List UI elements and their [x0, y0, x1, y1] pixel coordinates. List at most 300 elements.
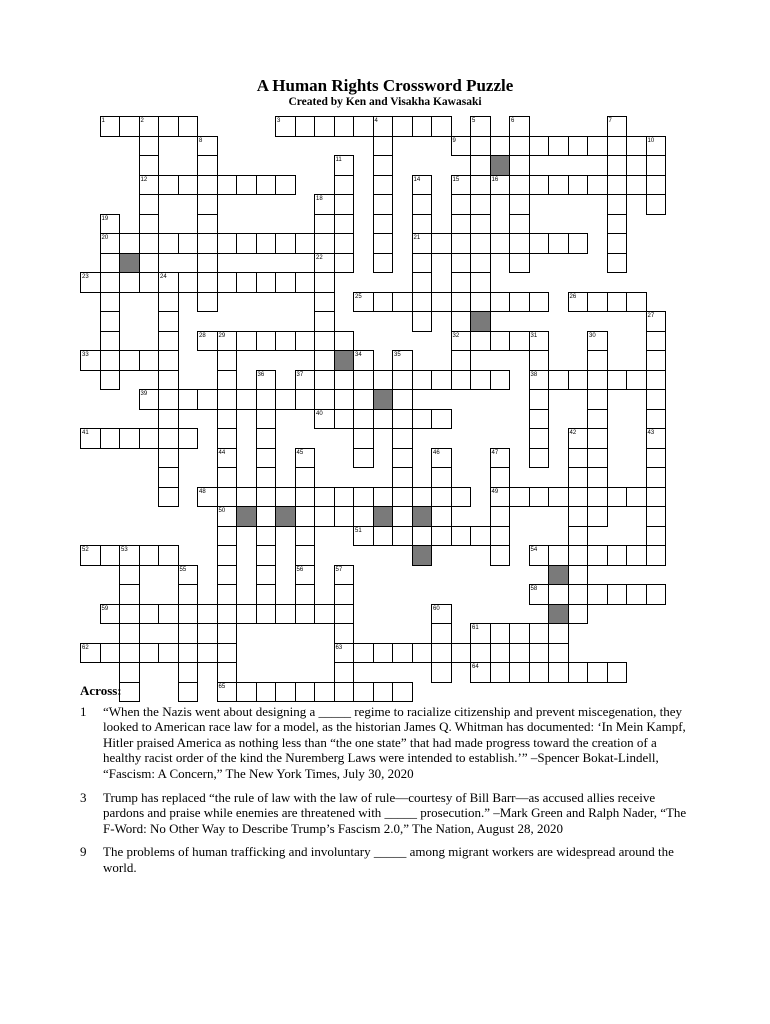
grid-cell[interactable] — [158, 389, 179, 410]
grid-cell[interactable] — [568, 370, 589, 391]
grid-cell[interactable] — [217, 623, 238, 644]
grid-cell[interactable] — [607, 662, 628, 683]
grid-cell[interactable] — [314, 331, 335, 352]
grid-cell[interactable] — [431, 370, 452, 391]
grid-cell[interactable] — [119, 623, 140, 644]
grid-cell[interactable] — [275, 175, 296, 196]
grid-cell[interactable] — [509, 175, 530, 196]
grid-cell[interactable] — [490, 545, 511, 566]
grid-cell[interactable] — [587, 584, 608, 605]
grid-cell[interactable] — [490, 292, 511, 313]
grid-cell[interactable] — [197, 175, 218, 196]
grid-cell[interactable] — [548, 623, 569, 644]
grid-cell[interactable] — [256, 175, 277, 196]
grid-cell[interactable] — [509, 292, 530, 313]
grid-cell[interactable] — [470, 331, 491, 352]
grid-cell[interactable] — [373, 194, 394, 215]
grid-cell[interactable] — [451, 311, 472, 332]
grid-cell[interactable] — [334, 370, 355, 391]
grid-cell[interactable] — [587, 370, 608, 391]
grid-cell[interactable] — [256, 467, 277, 488]
grid-cell[interactable] — [568, 448, 589, 469]
grid-cell[interactable] — [119, 662, 140, 683]
grid-cell[interactable] — [490, 233, 511, 254]
grid-cell[interactable] — [587, 428, 608, 449]
grid-cell[interactable] — [256, 389, 277, 410]
grid-cell[interactable] — [509, 136, 530, 157]
grid-cell[interactable] — [158, 643, 179, 664]
grid-cell[interactable] — [587, 292, 608, 313]
grid-cell[interactable] — [373, 155, 394, 176]
grid-cell[interactable] — [158, 233, 179, 254]
grid-cell[interactable] — [353, 428, 374, 449]
grid-cell[interactable] — [431, 623, 452, 644]
grid-cell[interactable] — [626, 175, 647, 196]
grid-cell[interactable] — [100, 350, 121, 371]
grid-cell[interactable] — [392, 428, 413, 449]
grid-cell[interactable] — [353, 370, 374, 391]
grid-cell[interactable] — [646, 370, 667, 391]
grid-cell[interactable] — [548, 662, 569, 683]
grid-cell[interactable] — [392, 448, 413, 469]
grid-cell[interactable] — [568, 584, 589, 605]
grid-cell[interactable] — [431, 409, 452, 430]
grid-cell[interactable] — [568, 662, 589, 683]
grid-cell[interactable] — [470, 155, 491, 176]
grid-cell[interactable] — [334, 604, 355, 625]
grid-cell[interactable] — [334, 214, 355, 235]
grid-cell[interactable] — [314, 487, 335, 508]
grid-cell[interactable] — [568, 526, 589, 547]
grid-cell[interactable] — [139, 233, 160, 254]
grid-cell[interactable] — [334, 506, 355, 527]
grid-cell[interactable] — [431, 292, 452, 313]
grid-cell[interactable] — [275, 272, 296, 293]
grid-cell[interactable] — [431, 643, 452, 664]
grid-cell[interactable] — [529, 233, 550, 254]
grid-cell[interactable] — [587, 487, 608, 508]
grid-cell[interactable] — [178, 389, 199, 410]
grid-cell[interactable] — [470, 233, 491, 254]
grid-cell[interactable] — [646, 526, 667, 547]
grid-cell[interactable] — [314, 389, 335, 410]
grid-cell[interactable] — [587, 175, 608, 196]
grid-cell[interactable] — [529, 350, 550, 371]
grid-cell[interactable] — [139, 350, 160, 371]
grid-cell[interactable] — [100, 331, 121, 352]
grid-cell[interactable] — [490, 331, 511, 352]
grid-cell[interactable] — [509, 487, 530, 508]
grid-cell[interactable] — [587, 448, 608, 469]
grid-cell[interactable] — [119, 233, 140, 254]
grid-cell[interactable] — [178, 604, 199, 625]
grid-cell[interactable] — [568, 467, 589, 488]
grid-cell[interactable] — [587, 662, 608, 683]
grid-cell[interactable] — [217, 272, 238, 293]
grid-cell[interactable] — [451, 233, 472, 254]
grid-cell[interactable] — [334, 409, 355, 430]
grid-cell[interactable] — [392, 389, 413, 410]
grid-cell[interactable] — [646, 467, 667, 488]
grid-cell[interactable] — [256, 545, 277, 566]
grid-cell[interactable] — [275, 487, 296, 508]
grid-cell[interactable] — [568, 175, 589, 196]
grid-cell[interactable] — [548, 233, 569, 254]
grid-cell[interactable] — [412, 116, 433, 137]
grid-cell[interactable] — [451, 487, 472, 508]
grid-cell[interactable] — [353, 643, 374, 664]
grid-cell[interactable] — [119, 643, 140, 664]
grid-cell[interactable] — [197, 643, 218, 664]
grid-cell[interactable] — [295, 233, 316, 254]
grid-cell[interactable] — [275, 604, 296, 625]
grid-cell[interactable] — [256, 565, 277, 586]
grid-cell[interactable] — [470, 370, 491, 391]
grid-cell[interactable] — [158, 545, 179, 566]
grid-cell[interactable] — [509, 155, 530, 176]
grid-cell[interactable] — [256, 584, 277, 605]
grid-cell[interactable] — [587, 545, 608, 566]
grid-cell[interactable] — [470, 526, 491, 547]
grid-cell[interactable] — [314, 116, 335, 137]
grid-cell[interactable] — [100, 292, 121, 313]
grid-cell[interactable] — [373, 253, 394, 274]
grid-cell[interactable] — [412, 409, 433, 430]
grid-cell[interactable] — [548, 584, 569, 605]
grid-cell[interactable] — [236, 389, 257, 410]
grid-cell[interactable] — [256, 487, 277, 508]
grid-cell[interactable] — [646, 487, 667, 508]
grid-cell[interactable] — [295, 467, 316, 488]
grid-cell[interactable] — [490, 623, 511, 644]
grid-cell[interactable] — [217, 389, 238, 410]
grid-cell[interactable] — [509, 623, 530, 644]
grid-cell[interactable] — [646, 448, 667, 469]
grid-cell[interactable] — [509, 643, 530, 664]
grid-cell[interactable] — [256, 448, 277, 469]
grid-cell[interactable] — [529, 428, 550, 449]
grid-cell[interactable] — [295, 331, 316, 352]
grid-cell[interactable] — [314, 233, 335, 254]
grid-cell[interactable] — [607, 194, 628, 215]
grid-cell[interactable] — [236, 487, 257, 508]
grid-cell[interactable] — [451, 370, 472, 391]
grid-cell[interactable] — [334, 253, 355, 274]
grid-cell[interactable] — [392, 487, 413, 508]
grid-cell[interactable] — [529, 623, 550, 644]
grid-cell[interactable] — [626, 292, 647, 313]
grid-cell[interactable] — [158, 331, 179, 352]
grid-cell[interactable] — [529, 409, 550, 430]
grid-cell[interactable] — [100, 545, 121, 566]
grid-cell[interactable] — [470, 643, 491, 664]
grid-cell[interactable] — [431, 506, 452, 527]
grid-cell[interactable] — [217, 350, 238, 371]
grid-cell[interactable] — [626, 370, 647, 391]
grid-cell[interactable] — [314, 292, 335, 313]
grid-cell[interactable] — [548, 643, 569, 664]
grid-cell[interactable] — [568, 565, 589, 586]
grid-cell[interactable] — [529, 643, 550, 664]
grid-cell[interactable] — [587, 350, 608, 371]
grid-cell[interactable] — [353, 409, 374, 430]
grid-cell[interactable] — [607, 233, 628, 254]
grid-cell[interactable] — [158, 428, 179, 449]
grid-cell[interactable] — [295, 545, 316, 566]
grid-cell[interactable] — [217, 175, 238, 196]
grid-cell[interactable] — [431, 487, 452, 508]
grid-cell[interactable] — [470, 214, 491, 235]
grid-cell[interactable] — [158, 350, 179, 371]
grid-cell[interactable] — [548, 175, 569, 196]
grid-cell[interactable] — [217, 565, 238, 586]
grid-cell[interactable] — [431, 116, 452, 137]
grid-cell[interactable] — [373, 370, 394, 391]
grid-cell[interactable] — [314, 311, 335, 332]
grid-cell[interactable] — [295, 389, 316, 410]
grid-cell[interactable] — [431, 526, 452, 547]
grid-cell[interactable] — [197, 604, 218, 625]
grid-cell[interactable] — [295, 584, 316, 605]
grid-cell[interactable] — [236, 233, 257, 254]
grid-cell[interactable] — [295, 487, 316, 508]
grid-cell[interactable] — [490, 643, 511, 664]
grid-cell[interactable] — [139, 214, 160, 235]
grid-cell[interactable] — [275, 331, 296, 352]
grid-cell[interactable] — [509, 194, 530, 215]
grid-cell[interactable] — [295, 272, 316, 293]
grid-cell[interactable] — [100, 428, 121, 449]
grid-cell[interactable] — [139, 136, 160, 157]
grid-cell[interactable] — [178, 272, 199, 293]
grid-cell[interactable] — [568, 233, 589, 254]
grid-cell[interactable] — [392, 467, 413, 488]
grid-cell[interactable] — [295, 526, 316, 547]
grid-cell[interactable] — [392, 526, 413, 547]
grid-cell[interactable] — [470, 272, 491, 293]
grid-cell[interactable] — [236, 331, 257, 352]
grid-cell[interactable] — [373, 487, 394, 508]
grid-cell[interactable] — [412, 487, 433, 508]
grid-cell[interactable] — [158, 467, 179, 488]
grid-cell[interactable] — [373, 526, 394, 547]
grid-cell[interactable] — [646, 506, 667, 527]
grid-cell[interactable] — [451, 194, 472, 215]
grid-cell[interactable] — [139, 155, 160, 176]
grid-cell[interactable] — [334, 623, 355, 644]
grid-cell[interactable] — [197, 253, 218, 274]
grid-cell[interactable] — [236, 604, 257, 625]
grid-cell[interactable] — [373, 292, 394, 313]
grid-cell[interactable] — [217, 584, 238, 605]
grid-cell[interactable] — [509, 233, 530, 254]
grid-cell[interactable] — [392, 643, 413, 664]
grid-cell[interactable] — [158, 116, 179, 137]
grid-cell[interactable] — [139, 253, 160, 274]
grid-cell[interactable] — [197, 272, 218, 293]
grid-cell[interactable] — [314, 506, 335, 527]
grid-cell[interactable] — [412, 214, 433, 235]
grid-cell[interactable] — [470, 136, 491, 157]
grid-cell[interactable] — [256, 409, 277, 430]
grid-cell[interactable] — [587, 467, 608, 488]
grid-cell[interactable] — [607, 214, 628, 235]
grid-cell[interactable] — [178, 116, 199, 137]
grid-cell[interactable] — [451, 272, 472, 293]
grid-cell[interactable] — [178, 233, 199, 254]
grid-cell[interactable] — [490, 370, 511, 391]
grid-cell[interactable] — [548, 370, 569, 391]
grid-cell[interactable] — [334, 487, 355, 508]
grid-cell[interactable] — [334, 116, 355, 137]
grid-cell[interactable] — [607, 175, 628, 196]
grid-cell[interactable] — [646, 409, 667, 430]
grid-cell[interactable] — [646, 175, 667, 196]
grid-cell[interactable] — [529, 448, 550, 469]
grid-cell[interactable] — [568, 506, 589, 527]
grid-cell[interactable] — [256, 233, 277, 254]
grid-cell[interactable] — [314, 370, 335, 391]
grid-cell[interactable] — [119, 116, 140, 137]
grid-cell[interactable] — [314, 350, 335, 371]
grid-cell[interactable] — [139, 428, 160, 449]
grid-cell[interactable] — [490, 526, 511, 547]
grid-cell[interactable] — [587, 136, 608, 157]
grid-cell[interactable] — [178, 623, 199, 644]
grid-cell[interactable] — [646, 389, 667, 410]
grid-cell[interactable] — [314, 272, 335, 293]
grid-cell[interactable] — [197, 194, 218, 215]
grid-cell[interactable] — [353, 448, 374, 469]
grid-cell[interactable] — [100, 311, 121, 332]
grid-cell[interactable] — [139, 194, 160, 215]
grid-cell[interactable] — [353, 116, 374, 137]
grid-cell[interactable] — [412, 272, 433, 293]
grid-cell[interactable] — [646, 545, 667, 566]
grid-cell[interactable] — [295, 506, 316, 527]
grid-cell[interactable] — [373, 233, 394, 254]
grid-cell[interactable] — [373, 175, 394, 196]
grid-cell[interactable] — [334, 662, 355, 683]
grid-cell[interactable] — [353, 389, 374, 410]
grid-cell[interactable] — [236, 272, 257, 293]
grid-cell[interactable] — [119, 272, 140, 293]
grid-cell[interactable] — [626, 487, 647, 508]
grid-cell[interactable] — [607, 155, 628, 176]
grid-cell[interactable] — [158, 604, 179, 625]
grid-cell[interactable] — [646, 584, 667, 605]
grid-cell[interactable] — [529, 487, 550, 508]
grid-cell[interactable] — [158, 487, 179, 508]
grid-cell[interactable] — [646, 155, 667, 176]
grid-cell[interactable] — [256, 506, 277, 527]
grid-cell[interactable] — [451, 643, 472, 664]
grid-cell[interactable] — [431, 467, 452, 488]
grid-cell[interactable] — [509, 253, 530, 274]
grid-cell[interactable] — [373, 136, 394, 157]
grid-cell[interactable] — [197, 389, 218, 410]
grid-cell[interactable] — [412, 253, 433, 274]
grid-cell[interactable] — [178, 584, 199, 605]
grid-cell[interactable] — [100, 253, 121, 274]
grid-cell[interactable] — [256, 272, 277, 293]
grid-cell[interactable] — [548, 136, 569, 157]
grid-cell[interactable] — [236, 175, 257, 196]
grid-cell[interactable] — [490, 467, 511, 488]
grid-cell[interactable] — [217, 428, 238, 449]
grid-cell[interactable] — [197, 292, 218, 313]
grid-cell[interactable] — [100, 643, 121, 664]
grid-cell[interactable] — [509, 331, 530, 352]
grid-cell[interactable] — [568, 604, 589, 625]
grid-cell[interactable] — [334, 175, 355, 196]
grid-cell[interactable] — [392, 409, 413, 430]
grid-cell[interactable] — [178, 428, 199, 449]
grid-cell[interactable] — [431, 233, 452, 254]
grid-cell[interactable] — [412, 194, 433, 215]
grid-cell[interactable] — [314, 214, 335, 235]
grid-cell[interactable] — [607, 545, 628, 566]
grid-cell[interactable] — [529, 662, 550, 683]
grid-cell[interactable] — [197, 233, 218, 254]
grid-cell[interactable] — [568, 136, 589, 157]
grid-cell[interactable] — [373, 643, 394, 664]
grid-cell[interactable] — [373, 409, 394, 430]
grid-cell[interactable] — [587, 506, 608, 527]
grid-cell[interactable] — [470, 292, 491, 313]
grid-cell[interactable] — [334, 233, 355, 254]
grid-cell[interactable] — [646, 331, 667, 352]
grid-cell[interactable] — [217, 604, 238, 625]
grid-cell[interactable] — [158, 292, 179, 313]
grid-cell[interactable] — [626, 584, 647, 605]
grid-cell[interactable] — [451, 350, 472, 371]
grid-cell[interactable] — [392, 292, 413, 313]
grid-cell[interactable] — [217, 467, 238, 488]
grid-cell[interactable] — [529, 136, 550, 157]
grid-cell[interactable] — [353, 487, 374, 508]
grid-cell[interactable] — [548, 487, 569, 508]
grid-cell[interactable] — [626, 136, 647, 157]
grid-cell[interactable] — [256, 331, 277, 352]
grid-cell[interactable] — [256, 604, 277, 625]
grid-cell[interactable] — [295, 604, 316, 625]
grid-cell[interactable] — [100, 272, 121, 293]
grid-cell[interactable] — [256, 428, 277, 449]
grid-cell[interactable] — [119, 350, 140, 371]
grid-cell[interactable] — [412, 292, 433, 313]
grid-cell[interactable] — [607, 370, 628, 391]
grid-cell[interactable] — [626, 545, 647, 566]
grid-cell[interactable] — [139, 604, 160, 625]
grid-cell[interactable] — [178, 662, 199, 683]
grid-cell[interactable] — [314, 604, 335, 625]
grid-cell[interactable] — [158, 175, 179, 196]
grid-cell[interactable] — [217, 370, 238, 391]
grid-cell[interactable] — [139, 643, 160, 664]
grid-cell[interactable] — [197, 155, 218, 176]
grid-cell[interactable] — [451, 292, 472, 313]
grid-cell[interactable] — [178, 643, 199, 664]
grid-cell[interactable] — [119, 584, 140, 605]
grid-cell[interactable] — [217, 545, 238, 566]
grid-cell[interactable] — [607, 253, 628, 274]
grid-cell[interactable] — [451, 526, 472, 547]
grid-cell[interactable] — [587, 389, 608, 410]
grid-cell[interactable] — [548, 545, 569, 566]
grid-cell[interactable] — [197, 214, 218, 235]
grid-cell[interactable] — [158, 311, 179, 332]
